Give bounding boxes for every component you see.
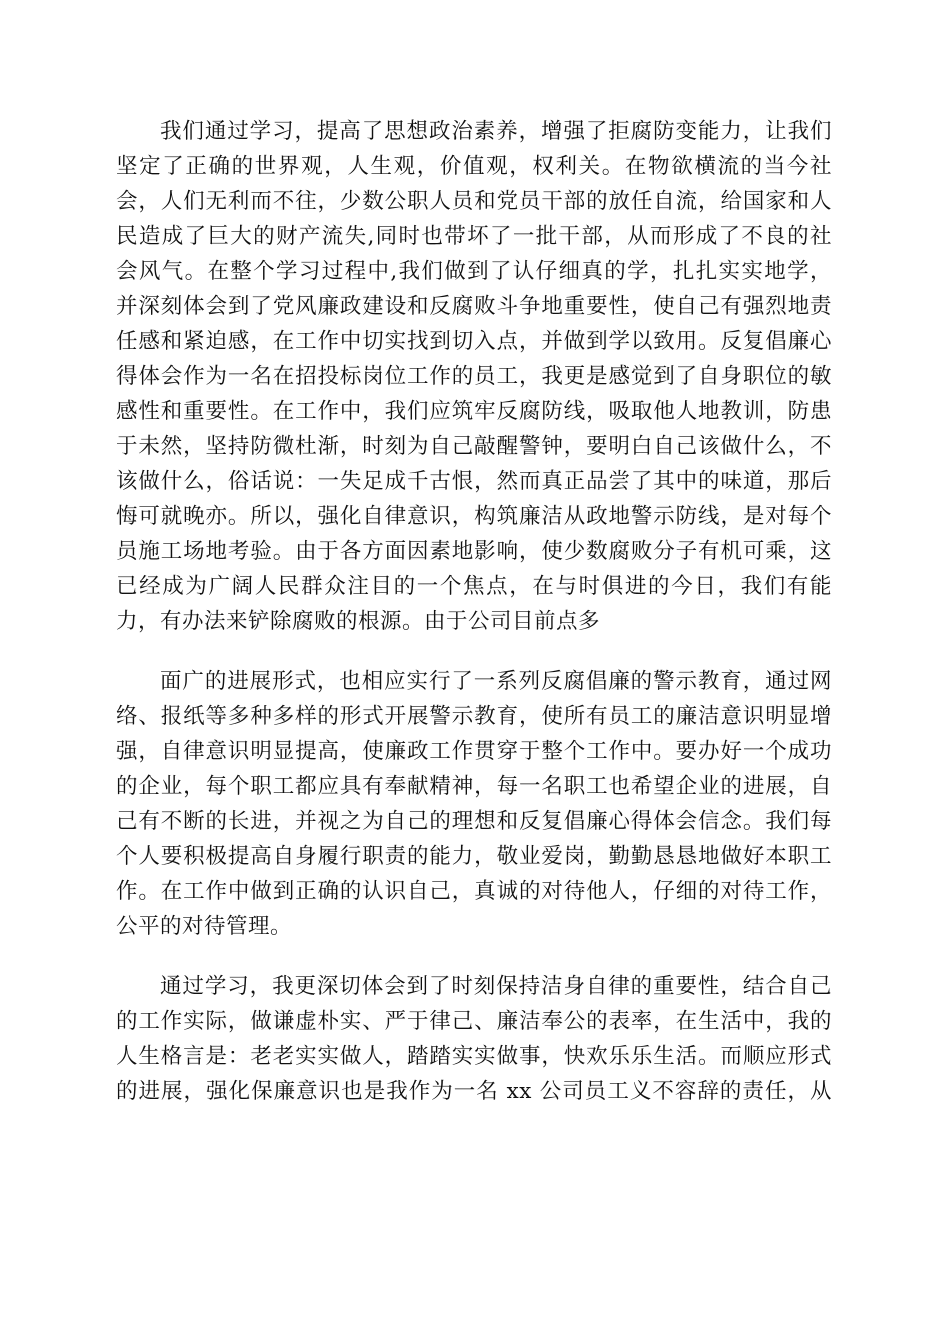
- paragraph-1: [116, 114, 832, 639]
- paragraph-line: 坚定了正确的世界观，人生观，价值观，权利关。在物欲横流的当今社: [116, 154, 832, 179]
- paragraph-line: 通过学习，我更深切体会到了时刻保持洁身自律的重要性，结合自己: [160, 974, 832, 999]
- document-page: [116, 114, 832, 1109]
- paragraph-line: 络、报纸等多种多样的形式开展警示教育，使所有员工的廉洁意识明显增: [116, 704, 832, 729]
- paragraph-spacer: [116, 639, 832, 664]
- paragraph-2: [116, 664, 832, 944]
- paragraph-line: 人生格言是：老老实实做人，踏踏实实做事，快欢乐乐生活。而顺应形式: [116, 1044, 832, 1069]
- paragraph-line: 得体会作为一名在招投标岗位工作的员工，我更是感觉到了自身职位的敏: [116, 364, 832, 389]
- paragraph-3: [116, 969, 832, 1109]
- paragraph-line: 员施工场地考验。由于各方面因素地影响，使少数腐败分子有机可乘，这: [116, 539, 832, 564]
- paragraph-line: 民造成了巨大的财产流失,同时也带坏了一批干部，从而形成了不良的社: [116, 224, 832, 249]
- paragraph-line: 会风气。在整个学习过程中,我们做到了认仔细真的学，扎扎实实地学，: [116, 259, 832, 284]
- paragraph-line: 强，自律意识明显提高，使廉政工作贯穿于整个工作中。要办好一个成功: [116, 739, 832, 764]
- paragraph-line: 该做什么，俗话说：一失足成千古恨，然而真正品尝了其中的味道，那后: [116, 469, 832, 494]
- paragraph-line: 我们通过学习，提高了思想政治素养，增强了拒腐防变能力，让我们: [160, 119, 832, 144]
- paragraph-line: 会，人们无利而不往，少数公职人员和党员干部的放任自流，给国家和人: [116, 189, 832, 214]
- paragraph-line: 于未然，坚持防微杜渐，时刻为自己敲醒警钟，要明白自己该做什么，不: [116, 434, 832, 459]
- paragraph-line: 公平的对待管理。: [116, 914, 293, 939]
- paragraph-line: 的工作实际，做谦虚朴实、严于律己、廉洁奉公的表率，在生活中，我的: [116, 1009, 832, 1034]
- paragraph-line: 个人要积极提高自身履行职责的能力，敬业爱岗，勤勤恳恳地做好本职工: [116, 844, 832, 869]
- paragraph-line: 力，有办法来铲除腐败的根源。由于公司目前点多: [116, 609, 601, 634]
- paragraph-line: 作。在工作中做到正确的认识自己，真诚的对待他人，仔细的对待工作，: [116, 879, 832, 904]
- paragraph-line: 任感和紧迫感，在工作中切实找到切入点，并做到学以致用。反复倡廉心: [116, 329, 832, 354]
- paragraph-line: 的进展，强化保廉意识也是我作为一名 xx 公司员工义不容辞的责任，从: [116, 1079, 832, 1104]
- paragraph-line: 已经成为广阔人民群众注目的一个焦点，在与时俱进的今日，我们有能: [116, 574, 832, 599]
- paragraph-spacer: [116, 944, 832, 969]
- paragraph-line: 感性和重要性。在工作中，我们应筑牢反腐防线，吸取他人地教训，防患: [116, 399, 832, 424]
- paragraph-line: 的企业，每个职工都应具有奉献精神，每一名职工也希望企业的进展，自: [116, 774, 832, 799]
- paragraph-line: 面广的进展形式，也相应实行了一系列反腐倡廉的警示教育，通过网: [160, 669, 832, 694]
- paragraph-line: 并深刻体会到了党风廉政建设和反腐败斗争地重要性，使自己有强烈地责: [116, 294, 832, 319]
- paragraph-line: 己有不断的长进，并视之为自己的理想和反复倡廉心得体会信念。我们每: [116, 809, 832, 834]
- paragraph-line: 悔可就晚亦。所以，强化自律意识，构筑廉洁从政地警示防线，是对每个: [116, 504, 832, 529]
